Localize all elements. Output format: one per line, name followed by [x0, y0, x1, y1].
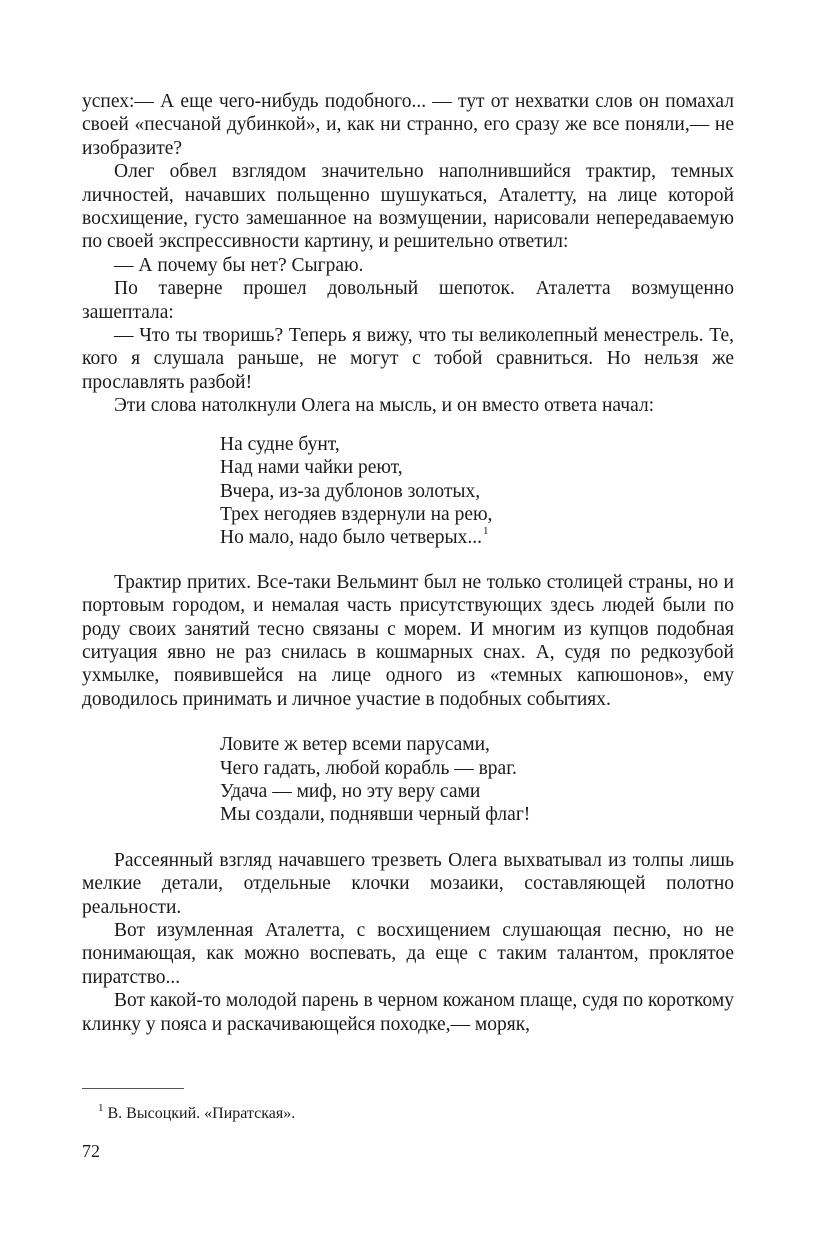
- verse-line: На судне бунт,: [220, 433, 340, 455]
- verse-line-with-footnote: [220, 526, 734, 549]
- verse-line: Трех негодяев вздернули на рею,: [220, 503, 493, 525]
- paragraph: Рассеянный взгляд начавшего трезветь Олега выхватывал из толпы лишь мелкие детали, отдельные клочки мозаики, составляющей полотно реальности.: [82, 849, 734, 918]
- footnote-mark: 1: [98, 1102, 104, 1114]
- paragraph: Олег обвел взглядом значительно наполнившийся трактир, темных личностей, начавших польщенно шушукаться, Аталетту, на лице которой восхищение, густо замешанное на возмущении, нарисовали непередаваемую по своей экспрессивности картину, и решительно ответил:: [82, 161, 734, 253]
- verse-line: Чего гадать, любой корабль — враг.: [220, 757, 517, 779]
- verse-line: Ловите ж ветер всеми парусами,: [220, 734, 490, 756]
- paragraph: Вот какой-то молодой парень в черном кожаном плаще, судя по короткому клинку у пояса и раскачивающейся походке,— моряк,: [82, 990, 734, 1035]
- dialogue-line: — Что ты творишь? Теперь я вижу, что ты великолепный менестрель. Те, кого я слушала раньше, не могут с тобой сравниться. Но нельзя же прославлять разбой!: [82, 325, 734, 393]
- verse-stanza-2: [220, 733, 734, 827]
- verse-stanza-1: [220, 433, 734, 550]
- prose-block-c: [82, 849, 734, 1036]
- verse-line: Над нами чайки реют,: [220, 457, 403, 479]
- paragraph: По таверне прошел довольный шепоток. Аталетта возмущенно зашептала:: [82, 278, 734, 323]
- footnote-reference: 1: [482, 525, 489, 538]
- verse-line: Мы создали, поднявши черный флаг!: [220, 804, 531, 826]
- verse-line: Удача — миф, но эту веру сами: [220, 780, 481, 802]
- paragraph: Трактир притих. Все-таки Вельминт был не только столицей страны, но и портовым городом, и немалая часть присутствующих здесь людей были по роду своих занятий тесно связаны с морем. И многим из купцов подобная ситуация явно не раз снилась в кошмарных снах. А, судя по редкозубой ухмылке, появившейся на лице одного из «темных капюшонов», ему доводилось принимать и личное участие в подобных событиях.: [82, 571, 734, 710]
- paragraph: Эти слова натолкнули Олега на мысль, и он вместо ответа начал:: [114, 395, 655, 417]
- verse-line: Вчера, из-за дублонов золотых,: [220, 480, 481, 502]
- paragraph: успех:— А еще чего-нибудь подобного... — тут от нехватки слов он помахал своей «песчаной дубинкой», и, как ни странно, его сразу же все поняли,— не изобразите?: [82, 91, 734, 159]
- page-number: 72: [82, 1141, 100, 1161]
- footnote-text: В. Высоцкий. «Пиратская».: [107, 1105, 296, 1122]
- verse-line-text: Но мало, надо было четверых...: [220, 527, 482, 549]
- footnote: [98, 1104, 295, 1124]
- dialogue-line: — А почему бы нет? Сыграю.: [114, 254, 364, 276]
- prose-block-b: [82, 571, 734, 711]
- paragraph: Вот изумленная Аталетта, с восхищением слушающая песню, но не понимающая, как можно воспевать, да еще с таким талантом, проклятое пиратство...: [82, 920, 734, 988]
- footnote-divider: [82, 1088, 184, 1089]
- book-page: [82, 90, 734, 1036]
- prose-block-a: [82, 90, 734, 418]
